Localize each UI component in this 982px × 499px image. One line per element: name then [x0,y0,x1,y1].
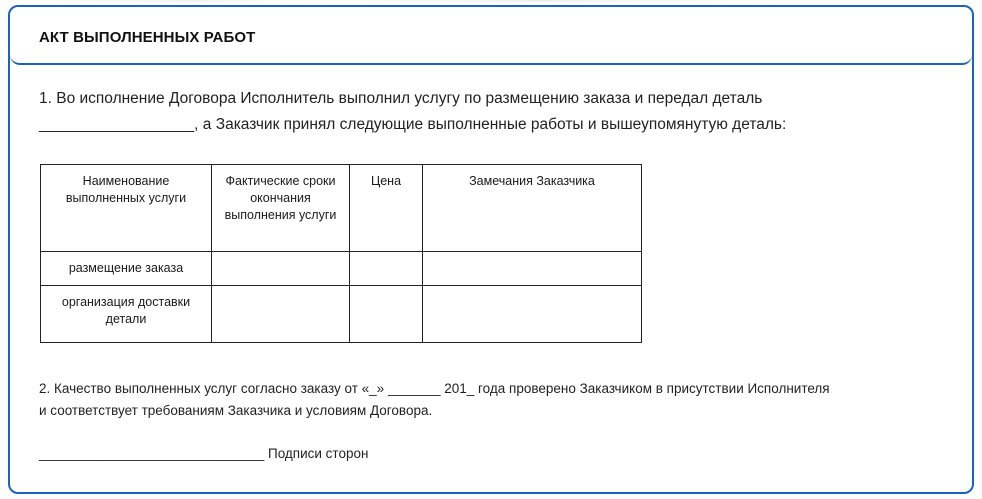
cell-deadline [212,286,350,343]
paragraph-2-line-2: и соответствует требованиям Заказчика и условиям Договора. [39,403,433,418]
header-remarks: Замечания Заказчика [423,165,642,252]
table-header-row [41,165,642,252]
paragraph-1-line-1: 1. Во исполнение Договора Исполнитель выполнил услугу по размещению заказа и передал деталь [39,90,763,107]
card-header [10,7,972,65]
cell-price [350,252,423,286]
paragraph-1-line-2: __________________, а Заказчик принял следующие выполненные работы и вышеупомянутую деталь: [39,116,787,133]
cell-remarks [423,286,642,343]
header-deadline: Фактические сроки окончания выполнения услуги [212,165,350,252]
cell-remarks [423,252,642,286]
cell-deadline [212,252,350,286]
document-title: АКТ ВЫПОЛНЕННЫХ РАБОТ [39,29,256,46]
cell-service: организация доставки детали [41,286,212,343]
paragraph-2-line-1: 2. Качество выполненных услуг согласно заказу от «_» _______ 201_ года проверено Заказчиком в присутствии Исполнителя [39,381,830,396]
works-table [40,164,642,343]
act-card [8,5,974,494]
table-row [41,286,642,343]
header-price: Цена [350,165,423,252]
paragraph-1 [39,86,919,138]
signature-line: ______________________________ Подписи сторон [39,446,369,461]
paragraph-2 [39,378,939,422]
header-service-name: Наименование выполненных услуги [41,165,212,252]
cell-service: размещение заказа [41,252,212,286]
cell-price [350,286,423,343]
table-row [41,252,642,286]
faded-background-text [0,0,982,2]
